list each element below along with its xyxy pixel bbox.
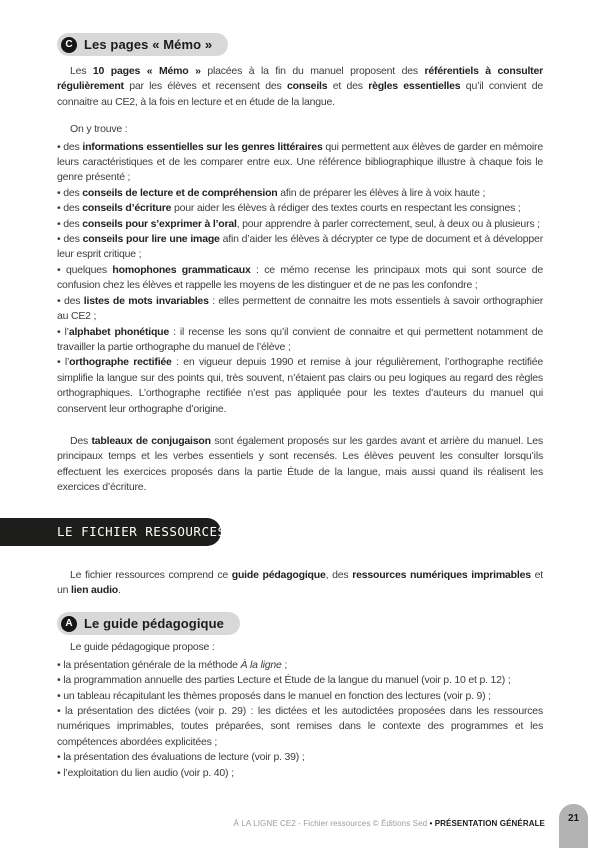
- list-item: • quelques homophones grammaticaux : ce mémo recense les principaux mots qui sont source de confusion chez les élèves et rappelle les moyens de les distinguer et de ne pas les confondre ;: [57, 263, 543, 292]
- list-item: • des listes de mots invariables : elles permettent de connaitre les mots essentiels à savoir orthographier au CE2 ;: [57, 294, 544, 323]
- bullet-marker: •: [57, 705, 66, 717]
- on-y-trouve-line: On y trouve :: [70, 123, 128, 136]
- section-c-title: Les pages « Mémo »: [84, 37, 213, 52]
- bullet-marker: •: [57, 325, 65, 338]
- memo-intro-paragraph: Les 10 pages « Mémo » placées à la fin du manuel proposent des référentiels à consulter régulièrement par les élèves et recensent des conseils et des règles essentielles qu’il convient de connaitre au CE2, à la fois en lecture et en étude de la langue.: [57, 65, 544, 108]
- list-item: • des conseils de lecture et de compréhension afin de préparer les élèves à lire à voix haute ;: [57, 186, 486, 199]
- list-item: • l’exploitation du lien audio (voir p. 40) ;: [57, 766, 234, 779]
- fichier-intro-paragraph: Le fichier ressources comprend ce guide pédagogique, des ressources numériques imprimables et un lien audio.: [57, 568, 543, 596]
- bullet-marker: •: [57, 356, 65, 369]
- list-item: • l’orthographe rectifiée : en vigueur depuis 1990 et remise à jour régulièrement, l’orthographe rectifiée simplifie la langue sur des points qui, très souvent, n’étaient pas clairs ou peu logiques au regard des règles orthographiques. L’orthographe rectifiée n’est pas appliquée pour les textes d’auteurs du manuel qui conservent leur orthographe d’origine.: [57, 356, 543, 415]
- bullet-marker: •: [57, 140, 64, 153]
- fichier-ressources-banner-label: LE FICHIER RESSOURCES: [57, 524, 226, 540]
- page-number-tab: [559, 804, 588, 848]
- bullet-marker: •: [57, 674, 64, 687]
- memo-bullet-list: [57, 140, 543, 417]
- footer-section-name: PRÉSENTATION GÉNÉRALE: [434, 819, 545, 828]
- guide-bullet-list: [57, 658, 543, 781]
- bullet-marker: •: [57, 689, 64, 702]
- section-a-title: Le guide pédagogique: [84, 616, 224, 632]
- list-item: • l’alphabet phonétique : il recense les sons qu’il convient de connaitre et qui permettent notamment de travailler la partie orthographe du manuel de l’élève ;: [57, 325, 543, 353]
- bullet-marker: •: [57, 751, 64, 764]
- list-item: • la présentation des évaluations de lecture (voir p. 39) ;: [57, 751, 305, 764]
- bullet-marker: •: [57, 233, 64, 246]
- footer-credit: À LA LIGNE CE2 - Fichier ressources © Éditions Sed: [233, 819, 428, 828]
- bullet-marker: •: [57, 294, 64, 307]
- page-number: 21: [567, 813, 580, 824]
- list-item: • un tableau récapitulant les thèmes proposés dans le manuel en fonction des lectures (voir p. 9) ;: [57, 689, 491, 702]
- page-footer: [234, 819, 545, 828]
- footer-separator: •: [427, 819, 435, 828]
- list-item: • des conseils d’écriture pour aider les élèves à rédiger des textes courts en respectant les consignes ;: [57, 202, 521, 215]
- section-c-badge: C: [61, 37, 77, 53]
- bullet-marker: •: [57, 658, 64, 671]
- bullet-marker: •: [57, 202, 64, 215]
- section-a-badge: A: [61, 616, 77, 632]
- list-item: • des conseils pour s’exprimer à l’oral, pour apprendre à parler correctement, seul, à deux ou à plusieurs ;: [57, 217, 540, 230]
- list-item: • la programmation annuelle des parties Lecture et Étude de la langue du manuel (voir p. 10 et p. 12) ;: [57, 674, 511, 687]
- bullet-marker: •: [57, 766, 64, 779]
- conjugaison-paragraph: Des tableaux de conjugaison sont également proposés sur les gardes avant et arrière du manuel. Les principaux temps et les verbes essentiels y sont recensés. Les élèves peuvent les consulter lorsqu’ils effectuent les exercices proposés dans la partie Étude de la langue, mais aussi quand ils réalisent les exercices d’écriture.: [57, 434, 543, 494]
- list-item: • des informations essentielles sur les genres littéraires qui permettent aux élèves de garder en mémoire leurs caractéristiques et de les comparer entre eux. Une référence bibliographique illustre à chaque fois le genre présenté ;: [57, 140, 543, 184]
- list-item: • la présentation générale de la méthode À la ligne ;: [57, 658, 288, 671]
- list-item: • des conseils pour lire une image afin d’aider les élèves à décrypter ce type de document et à développer leur esprit critique ;: [57, 233, 543, 261]
- section-c-heading: [57, 33, 228, 56]
- fichier-ressources-banner: [0, 518, 226, 546]
- bullet-marker: •: [57, 186, 64, 199]
- bullet-marker: •: [57, 217, 64, 230]
- list-item: • la présentation des dictées (voir p. 29) : les dictées et les autodictées proposées dans les ressources numériques imprimables, toutes préparées, sont remises dans le contexte des programmes et les compétences abordées explicitées ;: [57, 705, 543, 748]
- guide-intro-line: Le guide pédagogique propose :: [70, 641, 215, 654]
- bullet-marker: •: [57, 263, 66, 276]
- section-a-heading: [57, 612, 240, 635]
